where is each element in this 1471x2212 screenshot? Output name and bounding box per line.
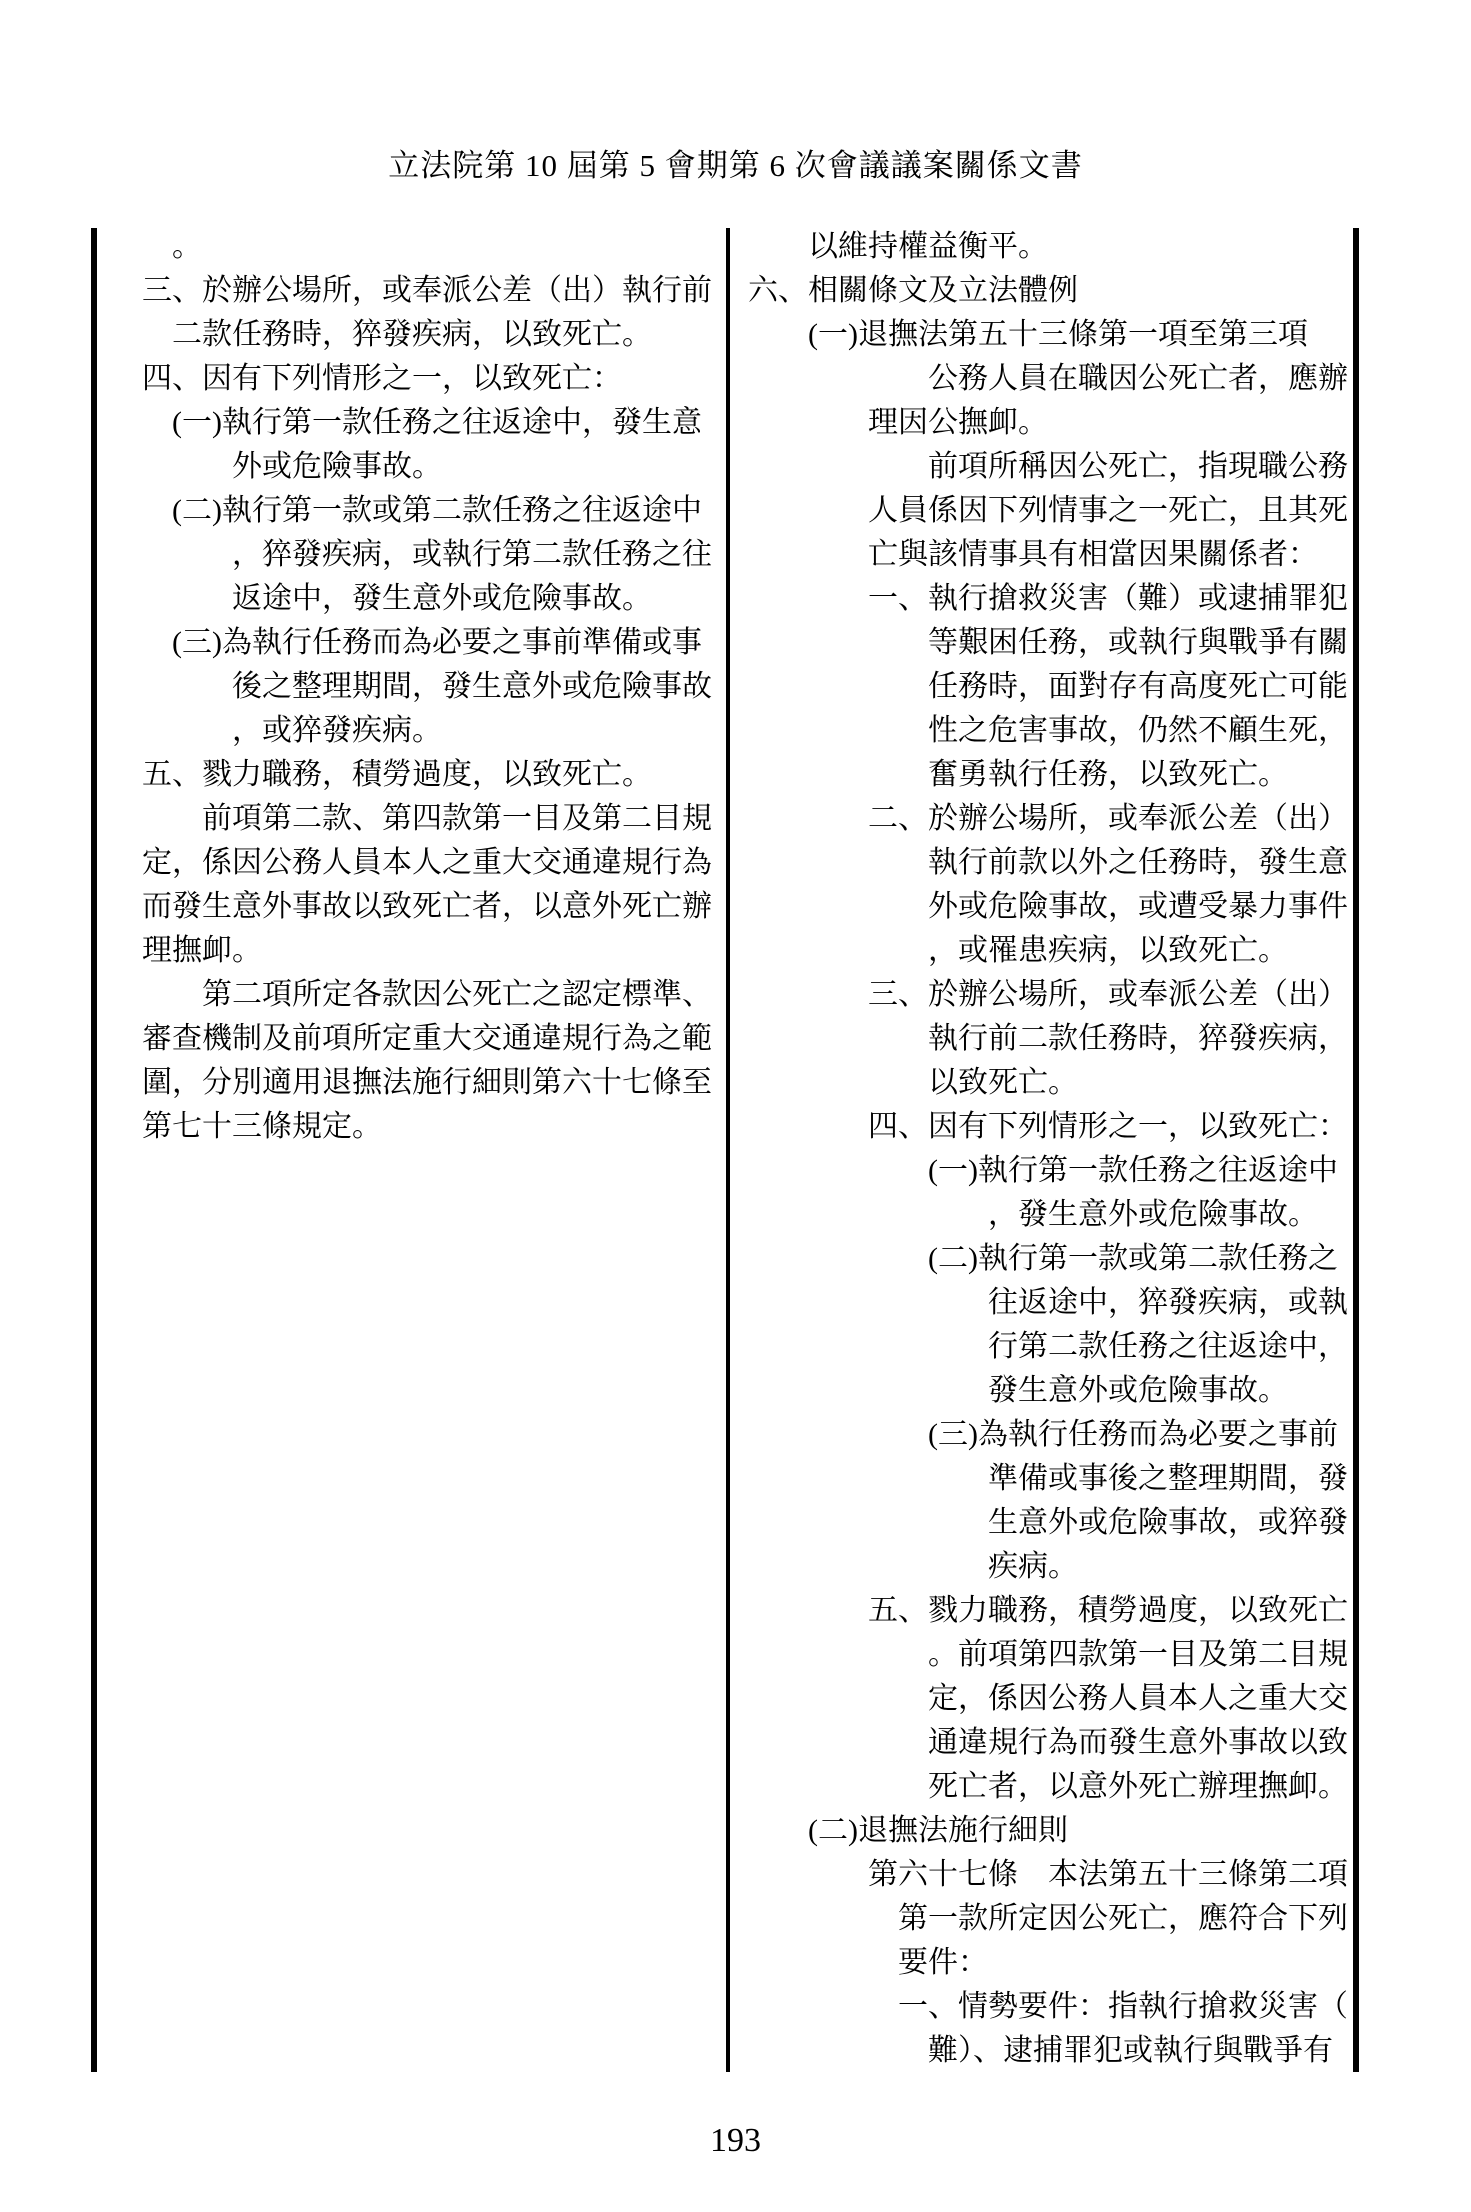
text-line: (三)為執行任務而為必要之事前 bbox=[928, 1418, 1338, 1451]
text-line: (二)執行第一款或第二款任務之往返途中 bbox=[172, 494, 702, 527]
text-line: 理因公撫卹。 bbox=[868, 406, 1048, 439]
text-line: 四、因有下列情形之一，以致死亡： bbox=[142, 362, 622, 395]
text-line: 定，係因公務人員本人之重大交通違規行為 bbox=[142, 846, 712, 879]
text-line: (一)執行第一款任務之往返途中 bbox=[928, 1154, 1338, 1187]
text-line: 圍，分別適用退撫法施行細則第六十七條至 bbox=[142, 1066, 712, 1099]
text-line: 五、戮力職務，積勞過度，以致死亡。 bbox=[142, 758, 652, 791]
text-line: 以維持權益衡平。 bbox=[808, 230, 1048, 263]
text-line: 三、於辦公場所，或奉派公差（出） bbox=[868, 978, 1348, 1011]
text-line: 往返途中，猝發疾病，或執 bbox=[988, 1286, 1348, 1319]
text-line: 性之危害事故，仍然不顧生死， bbox=[928, 714, 1348, 747]
table-border-left bbox=[91, 228, 97, 2072]
text-line: 公務人員在職因公死亡者，應辦 bbox=[928, 362, 1348, 395]
text-line: ，或猝發疾病。 bbox=[232, 714, 442, 747]
text-line: (二)執行第一款或第二款任務之 bbox=[928, 1242, 1338, 1275]
table-border-right bbox=[1353, 228, 1359, 2072]
text-line: 六、相關條文及立法體例 bbox=[748, 274, 1078, 307]
text-line: 外或危險事故。 bbox=[232, 450, 442, 483]
text-line: 難）、逮捕罪犯或執行與戰爭有 bbox=[928, 2034, 1333, 2067]
text-line: 奮勇執行任務，以致死亡。 bbox=[928, 758, 1288, 791]
text-line: 外或危險事故，或遭受暴力事件 bbox=[928, 890, 1348, 923]
text-line: 任務時，面對存有高度死亡可能 bbox=[928, 670, 1348, 703]
text-line: 發生意外或危險事故。 bbox=[988, 1374, 1288, 1407]
text-line: 人員係因下列情事之一死亡，且其死 bbox=[868, 494, 1348, 527]
text-line: 第六十七條 本法第五十三條第二項 bbox=[868, 1858, 1348, 1891]
text-line: 後之整理期間，發生意外或危險事故 bbox=[232, 670, 712, 703]
text-line: 生意外或危險事故，或猝發 bbox=[988, 1506, 1348, 1539]
text-line: 而發生意外事故以致死亡者，以意外死亡辦 bbox=[142, 890, 712, 923]
text-line: 亡與該情事具有相當因果關係者： bbox=[868, 538, 1318, 571]
right-text-column bbox=[748, 225, 1353, 2073]
text-line: 執行前二款任務時，猝發疾病， bbox=[928, 1022, 1348, 1055]
text-line: 定，係因公務人員本人之重大交 bbox=[928, 1682, 1348, 1715]
left-text-column bbox=[142, 225, 726, 1149]
text-line: 行第二款任務之往返途中， bbox=[988, 1330, 1348, 1363]
text-line: 。前項第四款第一目及第二目規 bbox=[928, 1638, 1348, 1671]
text-line: 理撫卹。 bbox=[142, 934, 262, 967]
text-line: 。 bbox=[172, 230, 202, 263]
text-line: ，或罹患疾病，以致死亡。 bbox=[928, 934, 1288, 967]
text-line: 四、因有下列情形之一，以致死亡： bbox=[868, 1110, 1348, 1143]
text-line: ，發生意外或危險事故。 bbox=[988, 1198, 1318, 1231]
page-number: 193 bbox=[710, 2122, 761, 2159]
text-line: 要件： bbox=[898, 1946, 988, 1979]
text-line: 一、執行搶救災害（難）或逮捕罪犯 bbox=[868, 582, 1348, 615]
text-line: 等艱困任務，或執行與戰爭有關 bbox=[928, 626, 1348, 659]
text-line: 五、戮力職務，積勞過度，以致死亡 bbox=[868, 1594, 1348, 1627]
text-line: 二款任務時，猝發疾病，以致死亡。 bbox=[172, 318, 652, 351]
text-line: 第七十三條規定。 bbox=[142, 1110, 382, 1143]
text-line: (二)退撫法施行細則 bbox=[808, 1814, 1068, 1847]
column-divider bbox=[726, 228, 730, 2072]
text-line: ，猝發疾病，或執行第二款任務之往 bbox=[232, 538, 712, 571]
text-line: 三、於辦公場所，或奉派公差（出）執行前 bbox=[142, 274, 712, 307]
text-line: (一)執行第一款任務之往返途中，發生意 bbox=[172, 406, 702, 439]
text-line: (一)退撫法第五十三條第一項至第三項 bbox=[808, 318, 1308, 351]
text-line: 一、情勢要件：指執行搶救災害（ bbox=[898, 1990, 1348, 2023]
text-line: 以致死亡。 bbox=[928, 1066, 1078, 1099]
text-line: 二、於辦公場所，或奉派公差（出） bbox=[868, 802, 1348, 835]
text-line: 第二項所定各款因公死亡之認定標準、 bbox=[202, 978, 712, 1011]
text-line: 死亡者，以意外死亡辦理撫卹。 bbox=[928, 1770, 1348, 1803]
text-line: 第一款所定因公死亡，應符合下列 bbox=[898, 1902, 1348, 1935]
text-line: 執行前款以外之任務時，發生意 bbox=[928, 846, 1348, 879]
text-line: 前項所稱因公死亡，指現職公務 bbox=[928, 450, 1348, 483]
text-line: 通違規行為而發生意外事故以致 bbox=[928, 1726, 1348, 1759]
text-line: 前項第二款、第四款第一目及第二目規 bbox=[202, 802, 712, 835]
text-line: 返途中，發生意外或危險事故。 bbox=[232, 582, 652, 615]
text-line: 疾病。 bbox=[988, 1550, 1078, 1583]
page-header-title: 立法院第 10 屆第 5 會期第 6 次會議議案關係文書 bbox=[388, 148, 1083, 183]
text-line: 準備或事後之整理期間，發 bbox=[988, 1462, 1348, 1495]
text-line: (三)為執行任務而為必要之事前準備或事 bbox=[172, 626, 702, 659]
text-line: 審查機制及前項所定重大交通違規行為之範 bbox=[142, 1022, 712, 1055]
